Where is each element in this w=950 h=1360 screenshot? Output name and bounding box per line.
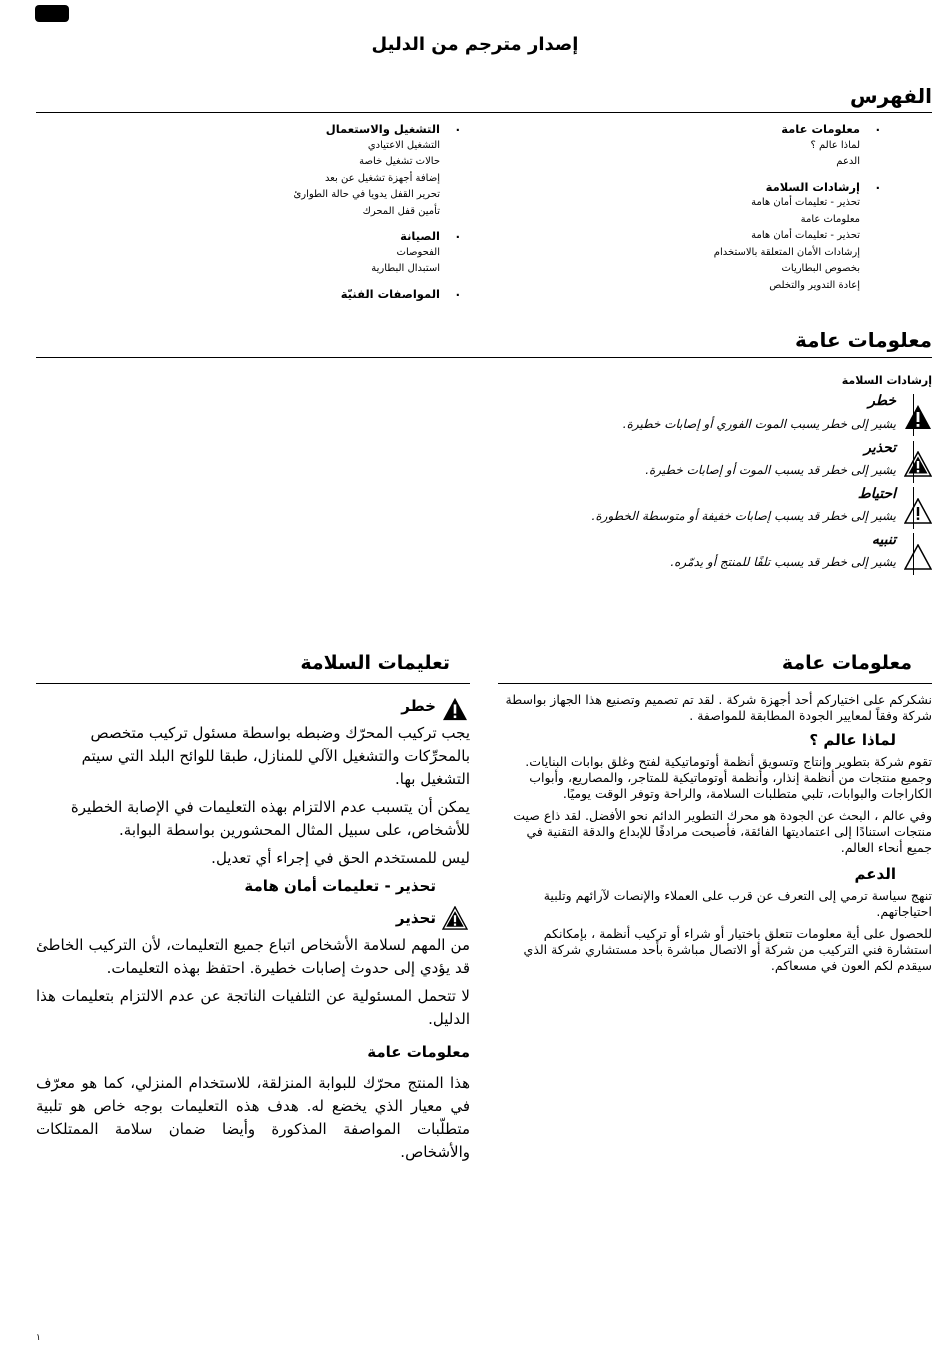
general-info-heading: معلومات عامة: [794, 328, 932, 352]
warning-icon: [904, 451, 932, 477]
signal-bar: [913, 487, 914, 529]
signal-bar: [913, 441, 914, 483]
warning-paragraph: لا تتحمل المسئولية عن التلفيات الناتجة عن عدم الالتزام بتعليمات هذا الدليل.: [36, 987, 470, 1028]
signal-desc-notice: يشير إلى خطر قد يسبب تلفًا للمنتج أو يدمّره.: [670, 555, 896, 569]
toc-item[interactable]: تحذير - تعليمات أمان هامة: [751, 230, 860, 241]
toc-item[interactable]: استبدال البطارية: [371, 263, 440, 274]
toc-right-column: [600, 120, 880, 294]
danger-label: خطر: [401, 697, 436, 715]
support-heading: الدعم: [854, 865, 896, 883]
warning-heading: تحذير - تعليمات أمان هامة: [244, 877, 436, 895]
toc-section-general[interactable]: . معلومات عامة: [781, 120, 880, 136]
right-col-heading: معلومات عامة: [781, 652, 912, 674]
toc-item[interactable]: إرشادات الأمان المتعلقة بالاستخدام: [713, 246, 860, 258]
left-col-heading: تعليمات السلامة: [300, 652, 450, 674]
toc-item[interactable]: تأمين قفل المحرك: [362, 205, 440, 217]
danger-paragraph: يجب تركيب المحرّك وضبطه بواسطة مسئول تركيب متخصص بالمحرِّكات والتشغيل الآلي للمنازل، طبقا للوائح البلد التي سيتم التشغيل بها.: [81, 724, 470, 788]
general-info-rule: [36, 357, 932, 358]
signal-bar: [913, 533, 914, 575]
toc-left-column: [180, 120, 460, 302]
toc-item[interactable]: إضافة أجهزة تشغيل عن بعد: [324, 172, 440, 184]
page-badge: [35, 5, 69, 22]
support-paragraph: للحصول على أية معلومات تتعلق باختيار أو شراء أو تركيب أنظمة ، بإمكانكم استشارة فني التركيب من شركة أو الاتصال مباشرة بأحد مستشاري شركة الذي سيقدم لكم العون في مسعاكم.: [523, 926, 932, 973]
toc-rule: [36, 112, 932, 113]
right-col-body: [498, 692, 932, 980]
danger-paragraph: يمكن أن يتسبب عدم الالتزام بهذه التعليمات في الإصابة الخطيرة للأشخاص، على سبيل المثال المحشورين بواسطة البوابة.: [70, 798, 470, 839]
signal-word-notice: تنبيه: [871, 532, 896, 548]
general-subheading: معلومات عامة: [367, 1043, 470, 1061]
toc-section-operation[interactable]: . التشغيل والاستعمال: [325, 120, 460, 136]
signal-bar: [913, 394, 914, 436]
left-col-rule: [36, 683, 470, 684]
danger-filled-icon: [442, 697, 468, 721]
why-paragraph: تقوم شركة بتطوير وإنتاج وتسويق أنظمة أوتوماتيكية لفتح وغلق بوابات البنايات. وجميع منتجات من أنظمة إنذار، وأنظمة أوتوماتيكية للمتاجر، والمصاريع، وأبواب الكاراجات والبوابات، تلبي متطلبات السلامة، والراحة وتوفر الوقت يوميًا.: [525, 754, 932, 801]
toc-heading: الفهرس: [849, 84, 932, 108]
general-paragraph: هذا المنتج محرّك للبوابة المنزلقة، للاستخدام المنزلي، كما هو معرّف في معيار الذي يخضع له. هدف هذه التعليمات بوجه خاص هو تلبية متطلّبات المواصفة المذكورة وأيضا ضمان سلامة الممتلكات والأشخاص.: [36, 1074, 470, 1161]
toc-item[interactable]: لماذا عالم ؟: [810, 139, 860, 151]
left-col-danger-body: [36, 722, 470, 875]
warning-label: تحذير: [395, 909, 436, 927]
why-heading: لماذا عالم ؟: [809, 731, 896, 749]
signal-desc-caution: يشير إلى خطر قد يسبب إصابات خفيفة أو متوسطة الخطورة.: [591, 509, 896, 523]
document-title: إصدار مترجم من الدليل: [371, 34, 579, 55]
signals-label: إرشادات السلامة: [841, 374, 932, 387]
notice-icon: [904, 544, 932, 570]
support-paragraph: تنهج سياسة ترمي إلى التعرف عن قرب على العملاء والإنصات لآرائهم وتلبية احتياجاتهم.: [543, 888, 932, 919]
toc-item[interactable]: حالات تشغيل خاصة: [359, 156, 440, 167]
toc-item[interactable]: الدعم: [836, 156, 860, 167]
toc-item[interactable]: تحرير القفل يدويا في حالة الطوارئ: [293, 189, 440, 200]
signal-desc-warning: يشير إلى خطر قد يسبب الموت أو إصابات خطيرة.: [645, 463, 896, 477]
signal-word-warning: تحذير: [864, 440, 896, 456]
signal-word-danger: خطر: [868, 393, 896, 409]
danger-filled-icon: [904, 404, 932, 430]
toc-item[interactable]: تحذير - تعليمات أمان هامة: [751, 197, 860, 208]
signal-word-caution: احتياط: [857, 486, 896, 502]
caution-icon: [904, 498, 932, 524]
toc-item[interactable]: بخصوص البطاريات: [781, 263, 860, 274]
danger-paragraph: ليس للمستخدم الحق في إجراء أي تعديل.: [211, 849, 470, 867]
toc-item[interactable]: معلومات عامة: [800, 213, 860, 225]
toc-section-specs[interactable]: . المواصفات الفنيّة: [340, 284, 460, 301]
toc-item[interactable]: التشغيل الاعتيادي: [367, 139, 440, 151]
toc-section-maintenance[interactable]: . الصيانة: [400, 227, 460, 243]
page-number: ١: [36, 1333, 41, 1343]
right-col-rule: [498, 683, 932, 684]
toc-section-safety[interactable]: . إرشادات السلامة: [765, 177, 880, 194]
intro-paragraph: نشكركم على اختياركم أحد أجهزة شركة . لقد تم تصميم وتصنيع هذا الجهاز بواسطة شركة وفقاً لمعايير الجودة المطابقة للمواصفة .: [505, 692, 932, 723]
toc-item[interactable]: إعادة التدوير والتخلص: [769, 279, 860, 291]
signal-desc-danger: يشير إلى خطر يسبب الموت الفوري أو إصابات خطيرة.: [622, 417, 896, 431]
why-paragraph: وفي عالم ، البحث عن الجودة هو محرك التطوير الدائم نحو الأفضل. لقد ذاع صيت منتجات استنادًا إلى اعتماديتها الفائقة، فأصبحت مرادفًا للإبداع والدقة التقنية في جميع أنحاء العالم.: [513, 808, 932, 855]
warning-icon: [442, 906, 468, 930]
toc-item[interactable]: الفحوصات: [396, 246, 440, 258]
left-col-warning-body: [36, 934, 470, 1169]
warning-paragraph: من المهم لسلامة الأشخاص اتباع جميع التعليمات، لأن التركيب الخاطئ قد يؤدي إلى حدوث إصابات خطيرة. احتفظ بهذه التعليمات.: [36, 936, 470, 977]
